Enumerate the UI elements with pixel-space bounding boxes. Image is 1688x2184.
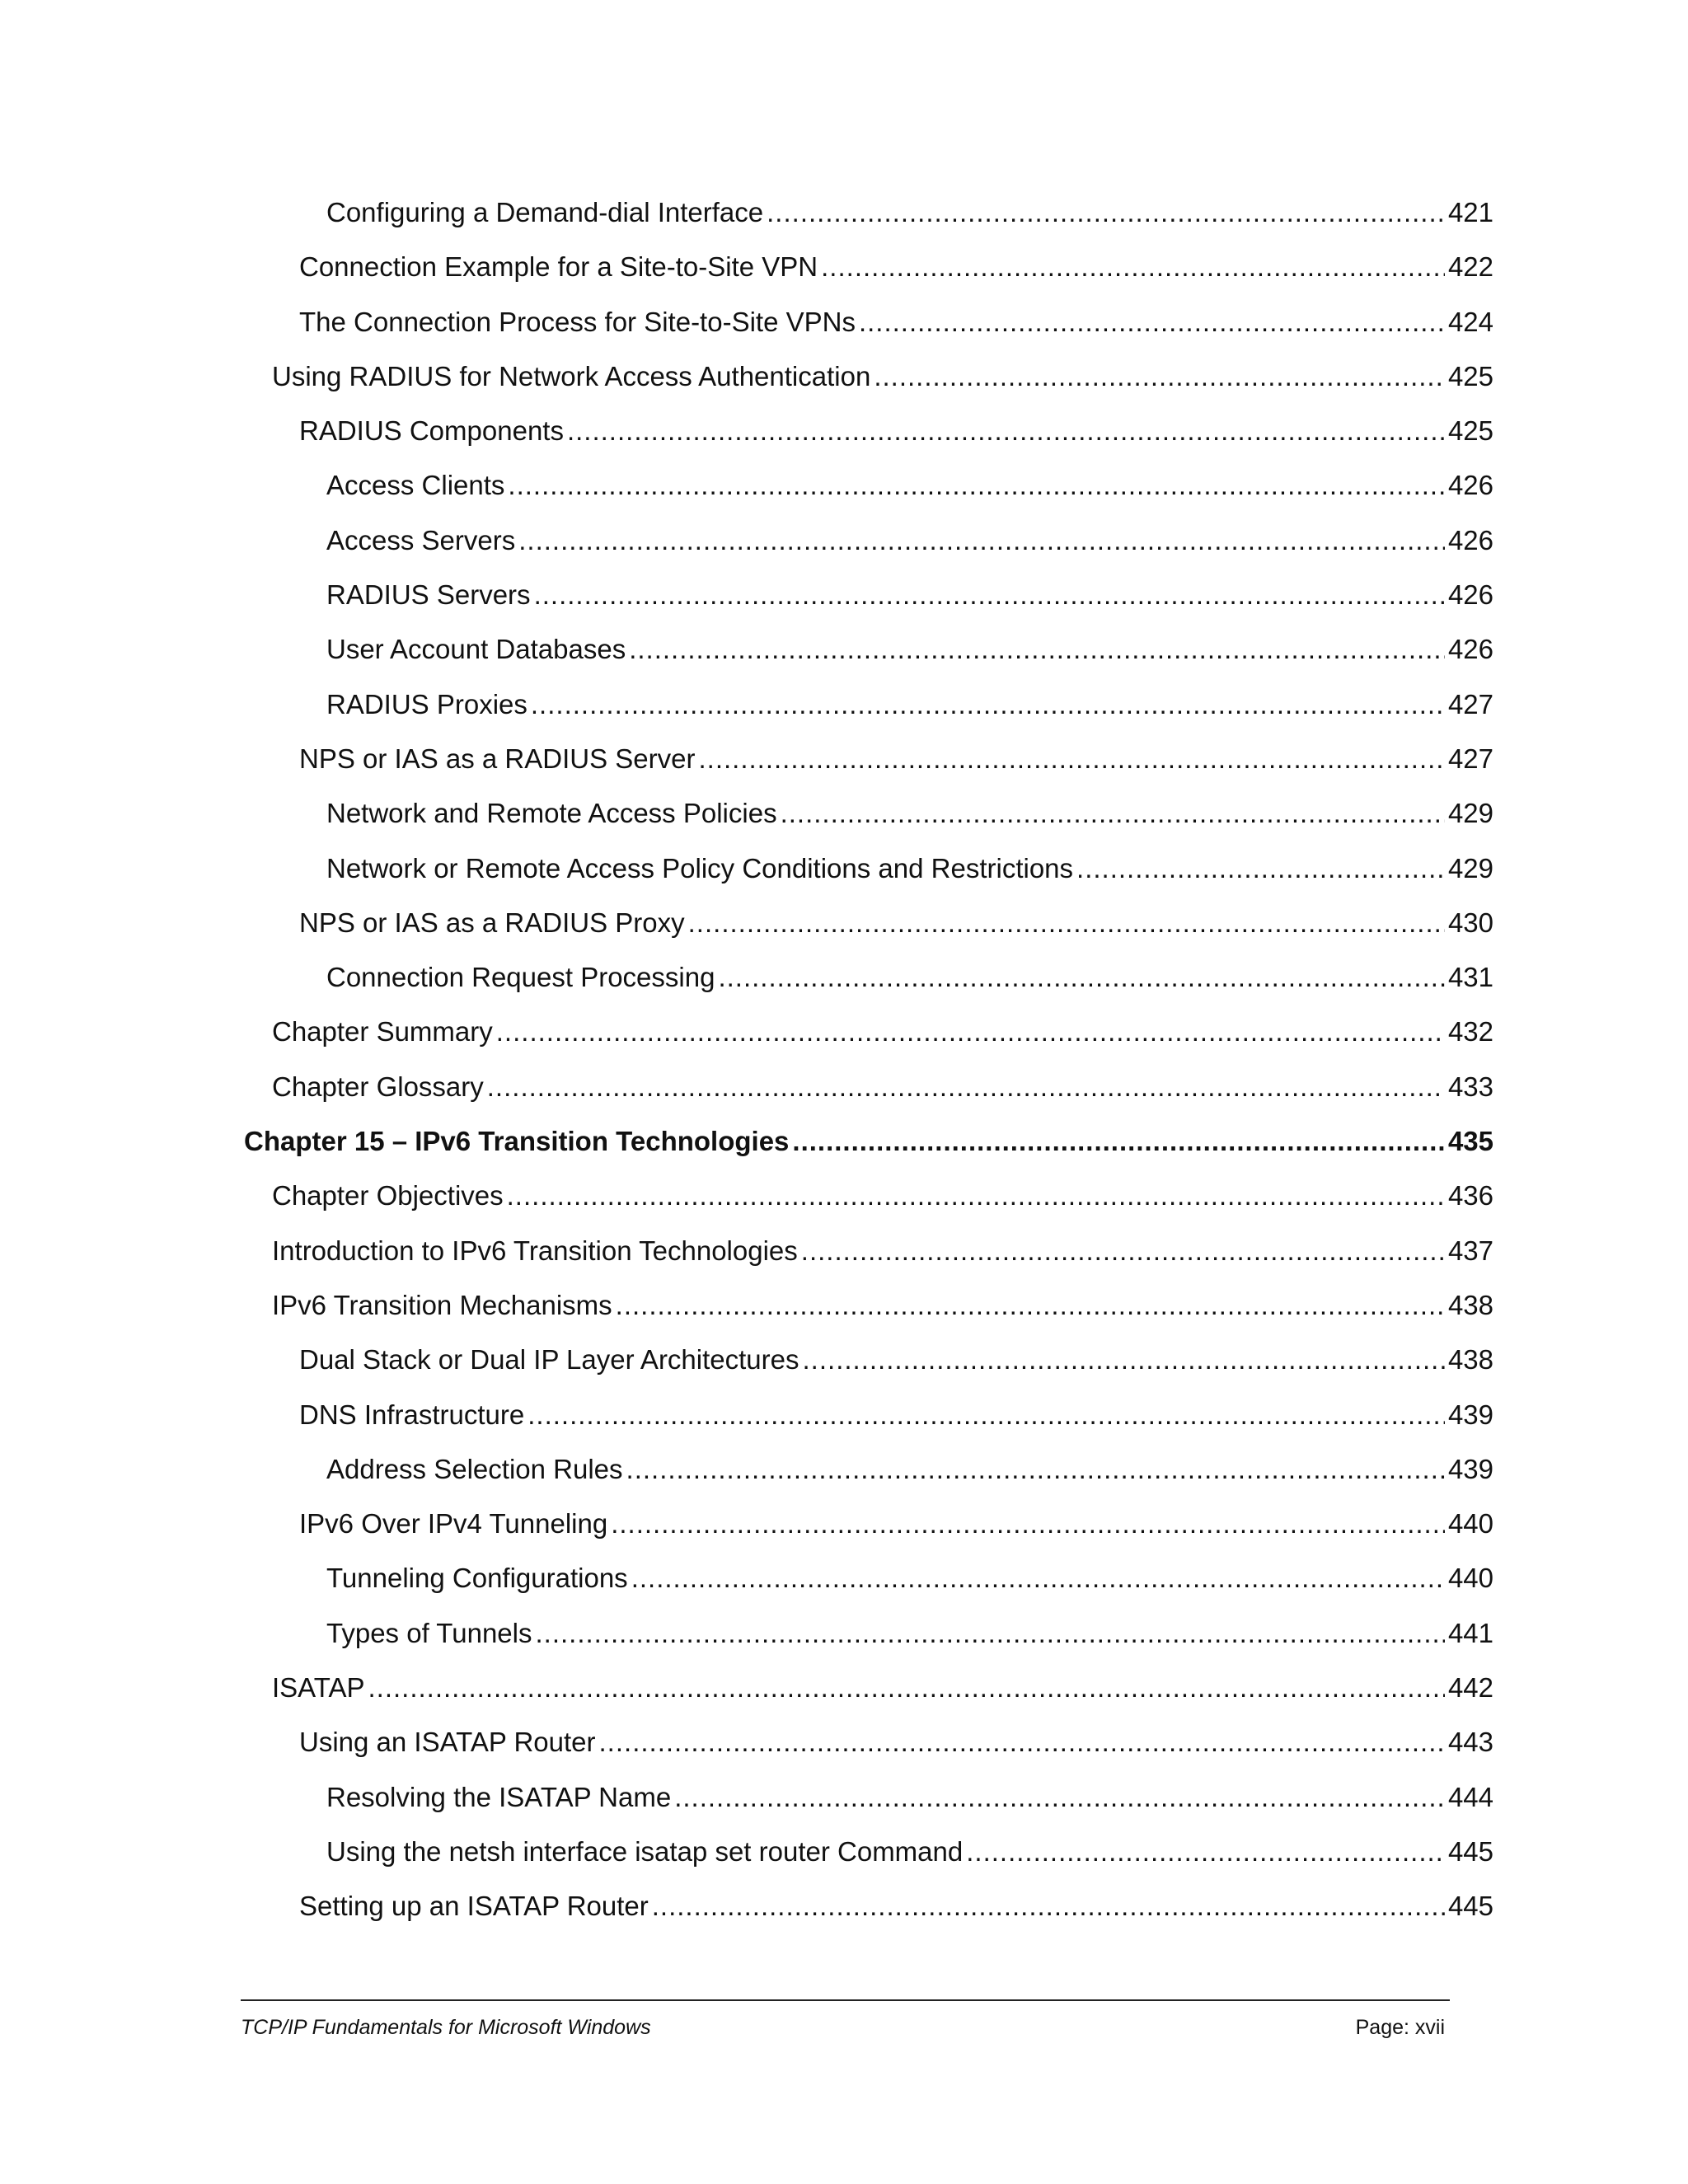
page-footer — [241, 1999, 1450, 2040]
toc-entry-title: Connection Request Processing — [326, 962, 715, 993]
toc-entry-title: Configuring a Demand-dial Interface — [326, 197, 764, 227]
toc-entry-title: Dual Stack or Dual IP Layer Architectures — [299, 1344, 799, 1376]
toc-entry[interactable] — [0, 1671, 1688, 1726]
toc-entry-title: Using an ISATAP Router — [299, 1727, 596, 1758]
toc-dot-leader — [803, 1343, 1445, 1376]
toc-entry[interactable] — [0, 1289, 1688, 1343]
toc-entry-title: NPS or IAS as a RADIUS Server — [299, 743, 696, 774]
toc-dot-leader — [801, 1235, 1445, 1268]
toc-dot-leader — [767, 196, 1445, 229]
footer-book-title: TCP/IP Fundamentals for Microsoft Windows — [241, 2016, 651, 2039]
toc-entry[interactable] — [0, 1071, 1688, 1125]
toc-entry-title: Types of Tunnels — [326, 1617, 532, 1648]
toc-entry-page: 421 — [1447, 197, 1493, 227]
toc-entry[interactable] — [0, 469, 1688, 523]
toc-entry[interactable] — [0, 743, 1688, 797]
toc-entry-page: 424 — [1447, 306, 1493, 337]
toc-entry-title: Access Clients — [326, 470, 505, 501]
toc-entry-page: 438 — [1447, 1344, 1493, 1376]
toc-entry-title: RADIUS Proxies — [326, 688, 528, 719]
toc-entry[interactable] — [0, 415, 1688, 469]
toc-entry[interactable] — [0, 1453, 1688, 1507]
toc-dot-leader — [718, 961, 1444, 994]
toc-entry[interactable] — [0, 852, 1688, 907]
toc-dot-leader — [626, 1453, 1445, 1486]
toc-entry-title: Introduction to IPv6 Transition Technologies — [272, 1235, 798, 1266]
toc-entry-page: 437 — [1447, 1235, 1493, 1266]
toc-entry-page: 425 — [1447, 415, 1493, 447]
toc-dot-leader — [528, 1399, 1445, 1432]
toc-entry-page: 435 — [1447, 1126, 1493, 1157]
toc-dot-leader — [508, 469, 1445, 502]
toc-entry[interactable] — [0, 251, 1688, 305]
toc-entry-title: User Account Databases — [326, 634, 626, 665]
toc-entry-page: 430 — [1447, 907, 1493, 938]
toc-entry-page: 439 — [1447, 1399, 1493, 1430]
toc-entry[interactable] — [0, 1399, 1688, 1453]
toc-entry-page: 426 — [1447, 470, 1493, 501]
toc-entry-page: 441 — [1447, 1617, 1493, 1648]
toc-dot-leader — [567, 415, 1445, 448]
toc-dot-leader — [874, 360, 1445, 393]
toc-entry-title: Connection Example for a Site-to-Site VPN — [299, 251, 818, 283]
toc-dot-leader — [674, 1781, 1445, 1814]
toc-entry-title: Chapter Glossary — [272, 1071, 484, 1102]
toc-entry-title: Chapter Objectives — [272, 1180, 504, 1212]
toc-entry[interactable] — [0, 1343, 1688, 1398]
toc-entry-title: Tunneling Configurations — [326, 1563, 628, 1594]
toc-entry[interactable] — [0, 1835, 1688, 1890]
toc-entry[interactable] — [0, 633, 1688, 687]
toc-entry-page: 432 — [1447, 1016, 1493, 1047]
toc-entry-page: 438 — [1447, 1289, 1493, 1320]
toc-entry[interactable] — [0, 306, 1688, 360]
toc-entry-page: 429 — [1447, 852, 1493, 883]
table-of-contents — [0, 196, 1688, 1945]
toc-entry-page: 427 — [1447, 688, 1493, 719]
toc-dot-leader — [859, 306, 1445, 339]
toc-entry[interactable] — [0, 579, 1688, 633]
toc-entry-page: 426 — [1447, 524, 1493, 555]
toc-dot-leader — [531, 688, 1445, 721]
toc-entry[interactable] — [0, 1890, 1688, 1944]
toc-dot-leader — [698, 743, 1444, 776]
toc-entry[interactable] — [0, 907, 1688, 961]
toc-entry-title: Access Servers — [326, 524, 516, 555]
toc-entry-title: DNS Infrastructure — [299, 1399, 525, 1430]
toc-entry-page: 442 — [1447, 1672, 1493, 1704]
toc-entry-title: The Connection Process for Site-to-Site VPNs — [299, 306, 856, 337]
toc-dot-leader — [781, 797, 1445, 830]
toc-dot-leader — [1076, 852, 1445, 885]
toc-entry-page: 445 — [1447, 1835, 1493, 1867]
toc-entry[interactable] — [0, 196, 1688, 251]
toc-entry[interactable] — [0, 360, 1688, 415]
toc-entry[interactable] — [0, 1125, 1688, 1179]
toc-entry-title: NPS or IAS as a RADIUS Proxy — [299, 907, 685, 938]
toc-entry-title: Chapter Summary — [272, 1016, 493, 1047]
toc-entry-page: 445 — [1447, 1891, 1493, 1922]
toc-dot-leader — [631, 1562, 1445, 1595]
toc-entry-title: Chapter 15 – IPv6 Transition Technologies — [244, 1126, 790, 1157]
toc-entry[interactable] — [0, 1617, 1688, 1671]
toc-entry[interactable] — [0, 797, 1688, 851]
toc-entry-page: 429 — [1447, 798, 1493, 829]
toc-dot-leader — [487, 1071, 1445, 1104]
toc-entry-page: 440 — [1447, 1508, 1493, 1540]
toc-entry[interactable] — [0, 1562, 1688, 1616]
toc-entry-title: Resolving the ISATAP Name — [326, 1781, 672, 1812]
toc-entry-page: 433 — [1447, 1071, 1493, 1102]
toc-entry-page: 426 — [1447, 579, 1493, 611]
toc-dot-leader — [535, 1617, 1444, 1650]
toc-dot-leader — [518, 524, 1445, 557]
toc-entry[interactable] — [0, 1726, 1688, 1780]
toc-entry[interactable] — [0, 961, 1688, 1015]
toc-dot-leader — [652, 1890, 1445, 1923]
toc-dot-leader — [821, 251, 1445, 284]
toc-entry[interactable] — [0, 1781, 1688, 1835]
toc-entry-title: RADIUS Servers — [326, 579, 531, 611]
toc-dot-leader — [966, 1835, 1445, 1868]
toc-entry-title: Setting up an ISATAP Router — [299, 1891, 649, 1922]
toc-entry[interactable] — [0, 1235, 1688, 1289]
toc-dot-leader — [496, 1015, 1445, 1048]
toc-entry-page: 427 — [1447, 743, 1493, 774]
toc-entry-page: 425 — [1447, 360, 1493, 391]
toc-dot-leader — [534, 579, 1445, 612]
toc-entry[interactable] — [0, 524, 1688, 579]
toc-entry-title: RADIUS Components — [299, 415, 564, 447]
toc-entry[interactable] — [0, 1507, 1688, 1562]
toc-dot-leader — [629, 633, 1445, 666]
toc-dot-leader — [507, 1179, 1445, 1212]
toc-entry[interactable] — [0, 1179, 1688, 1234]
toc-entry-title: Network and Remote Access Policies — [326, 798, 777, 829]
toc-entry-title: IPv6 Over IPv4 Tunneling — [299, 1508, 608, 1540]
toc-entry[interactable] — [0, 688, 1688, 743]
toc-entry-page: 444 — [1447, 1781, 1493, 1812]
footer-page-number: Page: xvii — [1355, 2016, 1445, 2039]
toc-entry[interactable] — [0, 1015, 1688, 1070]
toc-dot-leader — [688, 907, 1445, 940]
toc-entry-page: 440 — [1447, 1563, 1493, 1594]
toc-dot-leader — [599, 1726, 1445, 1759]
toc-dot-leader — [616, 1289, 1445, 1322]
toc-entry-title: Network or Remote Access Policy Conditions and Restrictions — [326, 852, 1074, 883]
toc-entry-page: 422 — [1447, 251, 1493, 283]
toc-entry-page: 426 — [1447, 634, 1493, 665]
toc-entry-page: 431 — [1447, 962, 1493, 993]
toc-entry-page: 436 — [1447, 1180, 1493, 1212]
toc-entry-title: ISATAP — [272, 1672, 365, 1704]
toc-dot-leader — [611, 1507, 1445, 1540]
toc-entry-title: Address Selection Rules — [326, 1453, 623, 1484]
toc-dot-leader — [792, 1125, 1445, 1158]
toc-entry-title: Using the netsh interface isatap set router Command — [326, 1835, 964, 1867]
toc-entry-page: 443 — [1447, 1727, 1493, 1758]
toc-entry-title: IPv6 Transition Mechanisms — [272, 1289, 612, 1320]
toc-dot-leader — [368, 1671, 1444, 1704]
toc-entry-page: 439 — [1447, 1453, 1493, 1484]
toc-entry-title: Using RADIUS for Network Access Authentication — [272, 360, 871, 391]
